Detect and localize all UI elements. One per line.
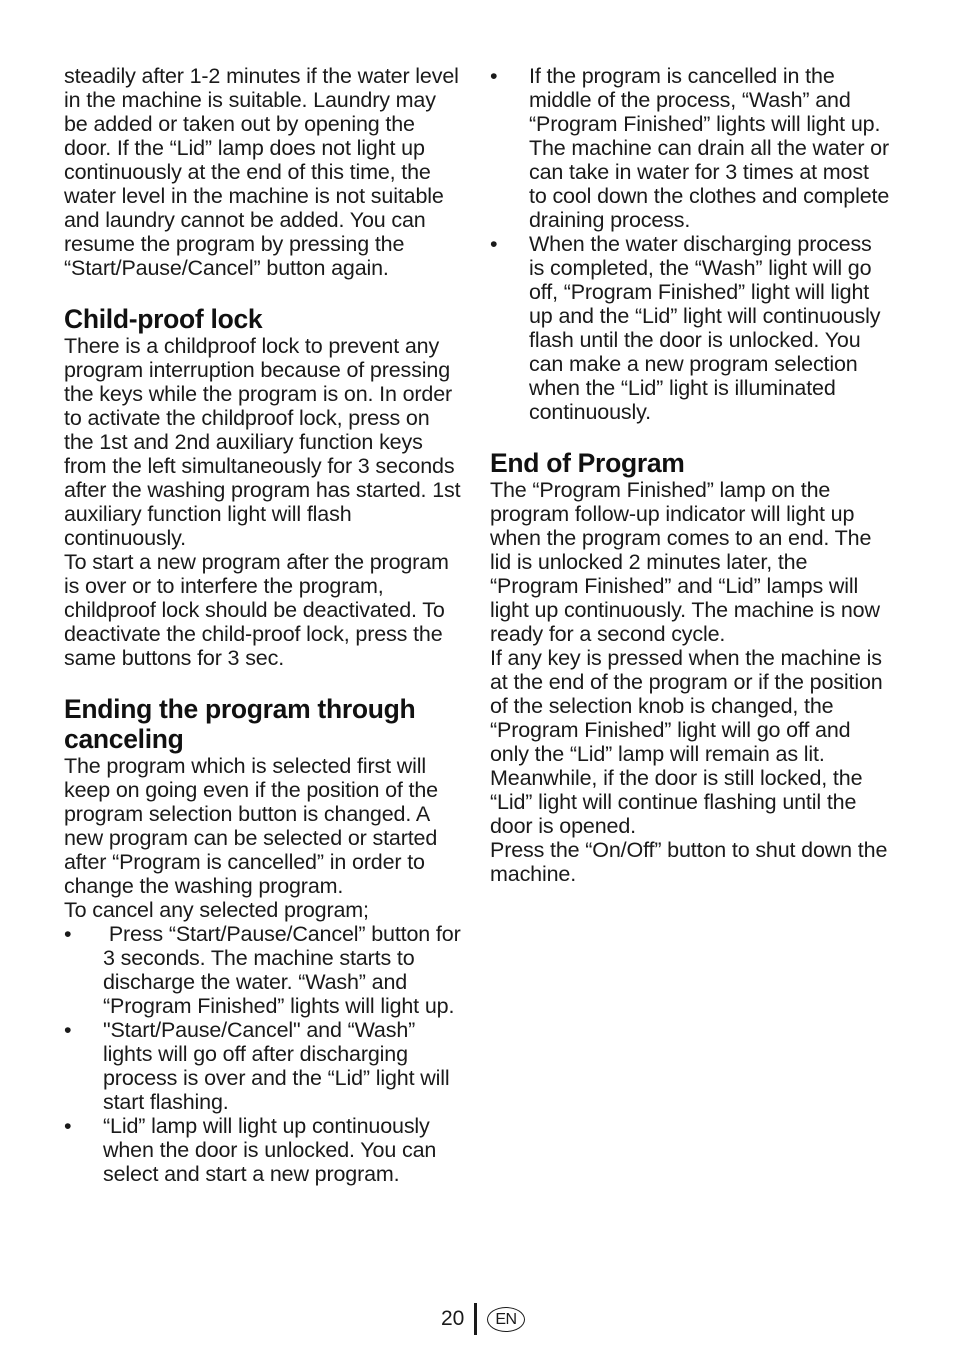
page-number: 20 (441, 1307, 465, 1330)
end-of-program-paragraph: The “Program Finished” lamp on the program follow-up indicator will light up when the program comes to an end. The lid is unlocked 2 minutes later, the “Program Finished” and “Lid” lamps will light up continuously. The machine is now ready for a second cycle. (490, 478, 880, 646)
footer-divider (474, 1303, 477, 1335)
list-item: • Press “Start/Pause/Cancel” button for 3 seconds. The machine starts to discharge the water. “Wash” and “Program Finished” lights will light up. (64, 922, 461, 1018)
ending-paragraph: The program which is selected first will keep on going even if the position of the program selection button is changed. A new program can be selected or started after “Program is cancelled” in order to change the washing program. (64, 754, 438, 898)
left-column (64, 64, 462, 1186)
bullet-icon: • (64, 1114, 72, 1138)
bullet-icon: • (490, 64, 498, 88)
page-footer (0, 1303, 954, 1335)
childproof-deactivate-paragraph: To start a new program after the program is over or to interfere the program, childproof lock should be deactivated. To deactivate the child-proof lock, press the same buttons for 3 sec. (64, 550, 449, 670)
cancel-steps-list (64, 922, 462, 1186)
childproof-heading: Child-proof lock (64, 304, 263, 334)
bullet-icon: • (64, 922, 72, 946)
list-item: • If the program is cancelled in the middle of the process, “Wash” and “Program Finished” lights will light up. The machine can drain all the water or can take in water for 3 times at most to cool down the clothes and complete draining process. (490, 64, 890, 232)
intro-paragraph: steadily after 1-2 minutes if the water level in the machine is suitable. Laundry may be added or taken out by opening the door. If the “Lid” lamp does not light up continuously at the end of this time, the water level in the machine is not suitable and laundry cannot be added. You can resume the program by pressing the “Start/Pause/Cancel” button again. (64, 64, 459, 280)
childproof-paragraph: There is a childproof lock to prevent any program interruption because of pressing the keys while the program is on. In order to activate the childproof lock, press on the 1st and 2nd auxiliary function keys from the left simultaneously for 3 seconds after the washing program has started. 1st auxiliary function light will flash continuously. (64, 334, 461, 550)
right-column (490, 64, 890, 886)
end-of-program-heading: End of Program (490, 448, 685, 478)
list-item: • "Start/Pause/Cancel" and “Wash” lights will go off after discharging process is over and the “Lid” light will start flashing. (64, 1018, 450, 1114)
bullet-icon: • (64, 1018, 72, 1042)
language-badge: EN (487, 1307, 525, 1332)
shutdown-paragraph: Press the “On/Off” button to shut down the machine. (490, 838, 888, 886)
key-press-paragraph: If any key is pressed when the machine is at the end of the program or if the position of the selection knob is changed, the “Program Finished” light will go off and only the “Lid” lamp will remain as lit. Meanwhile, if the door is still locked, the “Lid” light will continue flashing until the door is opened. (490, 646, 883, 838)
bullet-icon: • (490, 232, 498, 256)
list-item: • “Lid” lamp will light up continuously when the door is unlocked. You can select and start a new program. (64, 1114, 437, 1186)
list-item: • When the water discharging process is completed, the “Wash” light will go off, “Program Finished” light will light up and the “Lid” light will continuously flash until the door is unlocked. You can make a new program selection when the “Lid” light is illuminated continuously. (490, 232, 881, 424)
cancel-notes-list (490, 64, 890, 424)
ending-heading: Ending the program through canceling (64, 694, 416, 754)
cancel-intro: To cancel any selected program; (64, 898, 369, 922)
